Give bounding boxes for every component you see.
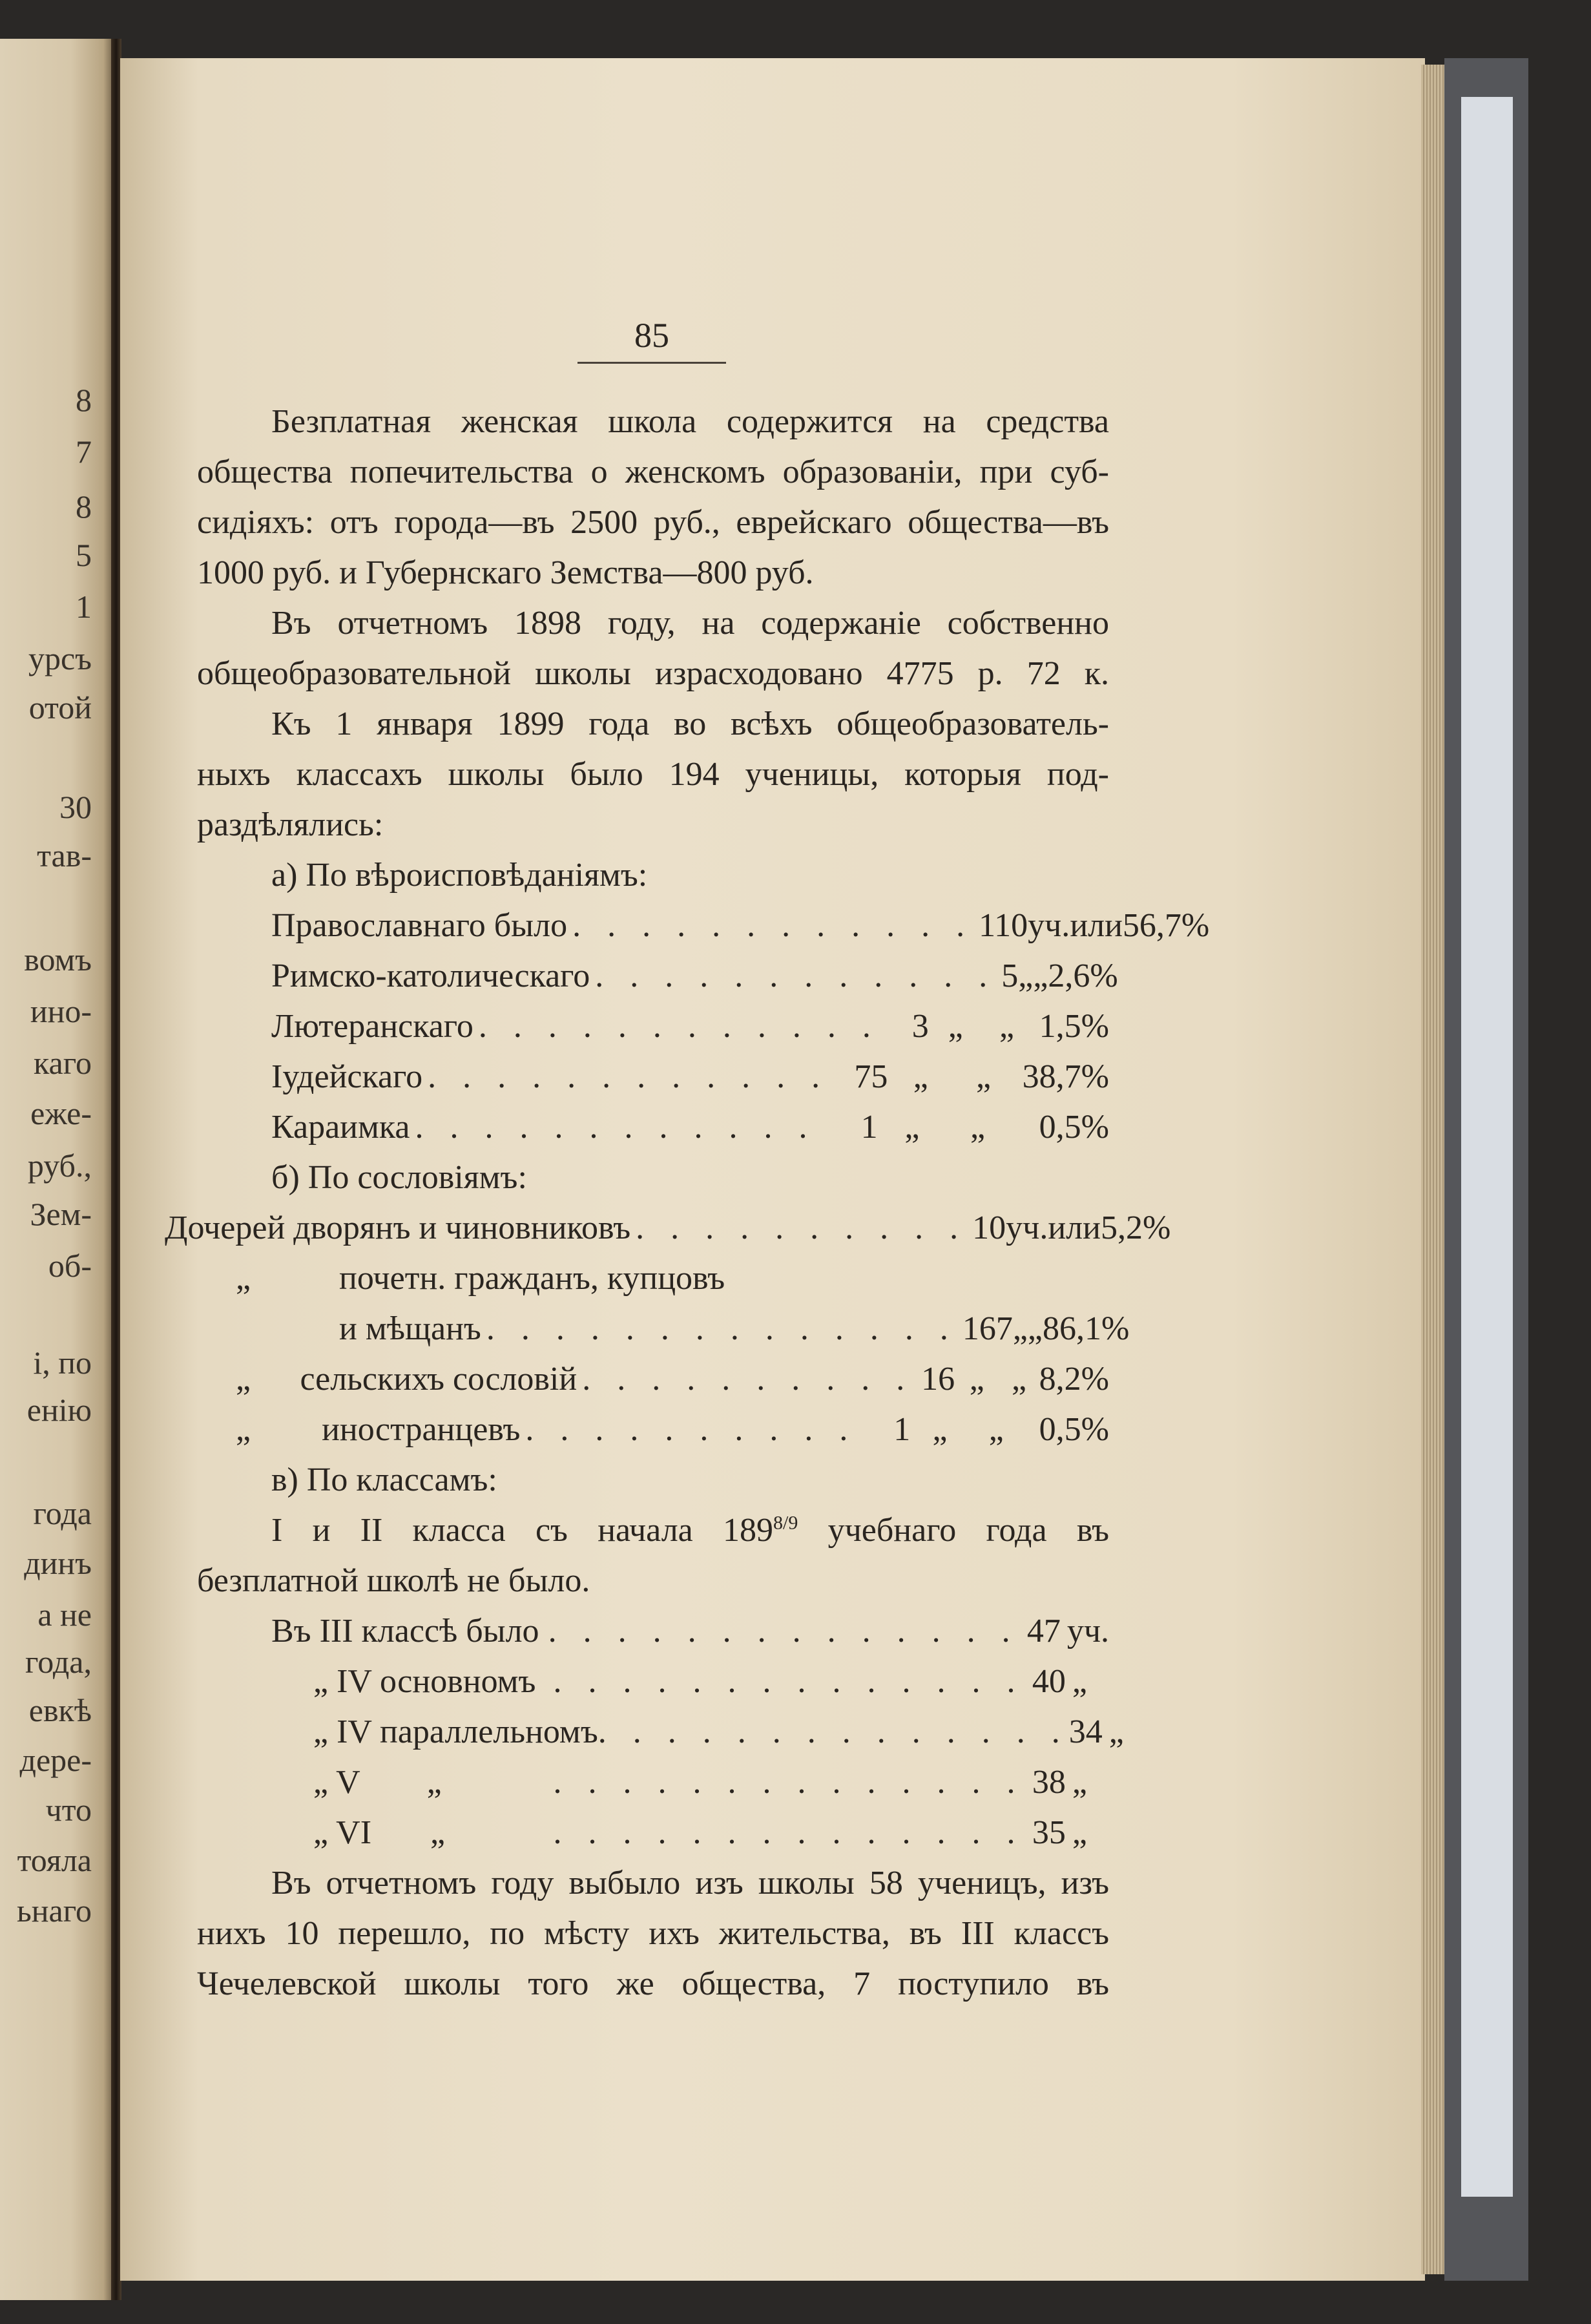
left-page-text-fragment: каго [34,1045,92,1081]
row-unit: „ [1072,1764,1087,1801]
row-unit: уч. [1066,1613,1109,1649]
leader-dots: . . . . . . . . . . [636,1209,968,1246]
text-line: Безплатная женская школа содержится на средства [271,403,1109,440]
row-count: 35 [1032,1814,1066,1851]
row-label: Римско-католическаго [271,958,590,994]
left-page-text-fragment: вомъ [24,941,92,978]
text-line [197,1505,1109,1556]
row-unit: „ [1018,958,1034,994]
leader-dots: . . . . . . . . . . . . . . [553,1663,1024,1700]
left-page-text-fragment: 8 [76,382,92,418]
row-percent: 5,2% [1100,1209,1171,1246]
row-count: 34 [1068,1713,1103,1750]
row-label: Дочерей дворянъ и чиновниковъ [165,1209,631,1246]
row-unit: „ [969,1361,984,1398]
row-unit: уч. [1028,907,1070,944]
row-or: „ [970,1109,986,1146]
row-label: Лютеранскаго [271,1008,473,1045]
text-line: Чечелевской школы того же общества, 7 поступило въ [197,1965,1109,2002]
row-label: и мѣщанъ [339,1310,481,1347]
left-page-text-fragment: тояла [17,1842,92,1878]
row-label: Іудейскаго [271,1058,423,1095]
left-page-text-fragment: і, по [33,1345,92,1381]
row-or: „ [999,1008,1015,1045]
page-number-rule [577,362,726,364]
row-or: или [1048,1209,1101,1246]
left-page-text-fragment: а не [37,1596,92,1633]
row-count: 110 [979,907,1028,944]
text-line: сидіяхъ: отъ города—въ 2500 руб., еврейскаго общества—въ [197,504,1109,541]
row-label: почетн. гражданъ, купцовъ [339,1260,725,1297]
row-label: „ VI „ [313,1814,446,1851]
text-span: I и II класса съ начала 189 [271,1512,774,1549]
table-row [197,1354,1109,1405]
row-percent: 8,2% [1039,1361,1109,1398]
row-label: Въ III классѣ было [271,1613,539,1649]
cover-inner-strip [1461,97,1513,2197]
row-unit: уч. [1006,1209,1048,1246]
religion-table [197,901,1210,1153]
row-label: „ IV параллельномъ [313,1713,598,1750]
row-count: 1 [893,1411,911,1448]
row-count: 5 [1001,958,1019,994]
text-line: Въ отчетномъ 1898 году, на содержаніе собственно [271,605,1109,642]
left-page-text-fragment: отой [28,689,92,726]
row-unit: „ [932,1411,948,1448]
text-line: Къ 1 января 1899 года во всѣхъ общеобразователь- [271,706,1109,742]
left-page-text-fragment: ьнаго [16,1892,92,1929]
row-percent: 0,5% [1039,1109,1109,1146]
page-number: 85 [634,316,669,355]
left-page-text-fragment: еже- [30,1095,92,1131]
row-unit: „ [913,1058,928,1095]
left-page-text-fragment: дере- [19,1742,92,1778]
row-or: „ [1027,1310,1043,1347]
left-page-text-fragment: енію [26,1392,92,1428]
row-count: 16 [921,1361,955,1398]
row-or: „ [1033,958,1048,994]
table-row [197,1757,1109,1808]
leader-dots: . . . . . . . . . . . . [572,907,974,944]
section-heading: в) По классамъ: [271,1461,497,1498]
table-row [197,1657,1109,1707]
row-unit: „ [904,1109,920,1146]
table-row-first-line [197,1253,1109,1304]
row-unit: „ [1072,1663,1087,1700]
row-count: 40 [1032,1663,1066,1700]
left-page-text-fragment: евкѣ [28,1692,92,1728]
text-line: нихъ 10 перешло, по мѣсту ихъ жительства, въ III классъ [197,1915,1109,1952]
table-row [197,1405,1109,1455]
text-line: 1000 руб. и Губернскаго Земства—800 руб. [197,554,814,591]
row-label: Караимка [271,1109,410,1146]
table-row [197,1606,1109,1657]
left-page-text-fragment: 8 [76,488,92,525]
page-edges [1421,65,1447,2274]
leader-dots: . . . . . . . . . . . . . . [553,1764,1024,1801]
text-line: безплатной школѣ не было. [197,1562,590,1599]
leader-dots: . . . . . . . . . . . . [595,958,997,994]
leader-dots: . . . . . . . . . . . . . . [598,1713,1069,1750]
table-row [197,1808,1109,1858]
text-line: общеобразовательной школы израсходовано 4775 р. 72 к. [197,655,1109,692]
table-row [197,901,1210,951]
row-count: 47 [1026,1613,1061,1649]
row-unit: „ [1072,1814,1087,1851]
table-row [197,1052,1109,1102]
fraction: 8/9 [773,1512,798,1534]
ditto-mark: „ [236,1361,251,1398]
row-unit: „ [948,1008,963,1045]
classes-table [197,1606,1124,1858]
row-percent: 0,5% [1039,1411,1109,1448]
text-line: ныхъ классахъ школы было 194 ученицы, которыя под- [197,756,1109,793]
leader-dots: . . . . . . . . . . . . [428,1058,829,1095]
ditto-mark: „ [236,1411,251,1448]
left-page-text-fragment: Зем- [30,1196,92,1232]
left-page-text-fragment: 5 [76,537,92,573]
row-or: „ [976,1058,992,1095]
page-body [165,397,1210,2009]
leader-dots: . . . . . . . . . . [525,1411,857,1448]
row-count: 10 [972,1209,1006,1246]
left-page-text-fragment: ино- [30,993,92,1029]
leader-dots: . . . . . . . . . . [582,1361,914,1398]
row-or: „ [988,1411,1004,1448]
row-count: 3 [911,1008,929,1045]
row-label: „ V „ [313,1764,442,1801]
section-heading: а) По вѣроисповѣданіямъ: [271,857,648,894]
left-page-text-fragment: что [45,1792,92,1828]
row-label: иностранцевъ [322,1411,521,1448]
text-line: общества попечительства о женскомъ образованіи, при суб- [197,454,1109,490]
row-count: 1 [860,1109,878,1146]
row-percent: 86,1% [1043,1310,1130,1347]
leader-dots: . . . . . . . . . . . . . . [486,1310,957,1347]
row-unit: „ [1012,1310,1028,1347]
row-label: „ IV основномъ [313,1663,536,1700]
table-row [197,1001,1109,1052]
leader-dots: . . . . . . . . . . . . . . [548,1613,1019,1649]
left-page-text-fragment: тав- [37,837,92,874]
leader-dots: . . . . . . . . . . . . [478,1008,880,1045]
left-page-text-fragment: динъ [24,1545,92,1581]
text-line: раздѣлялись: [197,806,384,843]
left-page-fragment [0,39,118,2300]
row-percent: 1,5% [1039,1008,1109,1045]
left-page-text-fragment: года, [25,1644,92,1680]
row-count: 38 [1032,1764,1066,1801]
row-count: 167 [962,1310,1013,1347]
left-page-text-fragment: урсъ [28,640,92,676]
row-or: „ [1012,1361,1027,1398]
row-label: сельскихъ сословій [300,1361,577,1398]
leader-dots: . . . . . . . . . . . . [415,1109,816,1146]
left-page-text-fragment: года [33,1495,92,1531]
row-percent: 2,6% [1048,958,1118,994]
leader-dots: . . . . . . . . . . . . . . [553,1814,1024,1851]
table-row [197,951,1118,1001]
row-or: или [1070,907,1123,944]
table-row [197,1707,1124,1757]
table-row [197,1102,1109,1153]
left-page-text-fragment: об- [48,1248,92,1284]
section-heading: б) По сословіямъ: [271,1159,527,1196]
text-line: Въ отчетномъ году выбыло изъ школы 58 ученицъ, изъ [271,1865,1109,1901]
text-span: учебнаго года въ [798,1512,1109,1549]
left-page-text-fragment: 1 [76,589,92,625]
row-percent: 38,7% [1022,1058,1109,1095]
table-row [197,1304,1130,1354]
table-row [165,1203,1171,1253]
row-percent: 56,7% [1122,907,1210,944]
left-page-text-fragment: 7 [76,434,92,470]
ditto-mark: „ [236,1260,251,1297]
row-count: 75 [854,1058,888,1095]
left-page-text-fragment: руб., [27,1147,92,1184]
row-unit: „ [1108,1713,1124,1750]
row-label: Православнаго было [271,907,568,944]
left-page-text-fragment: 30 [59,789,92,825]
